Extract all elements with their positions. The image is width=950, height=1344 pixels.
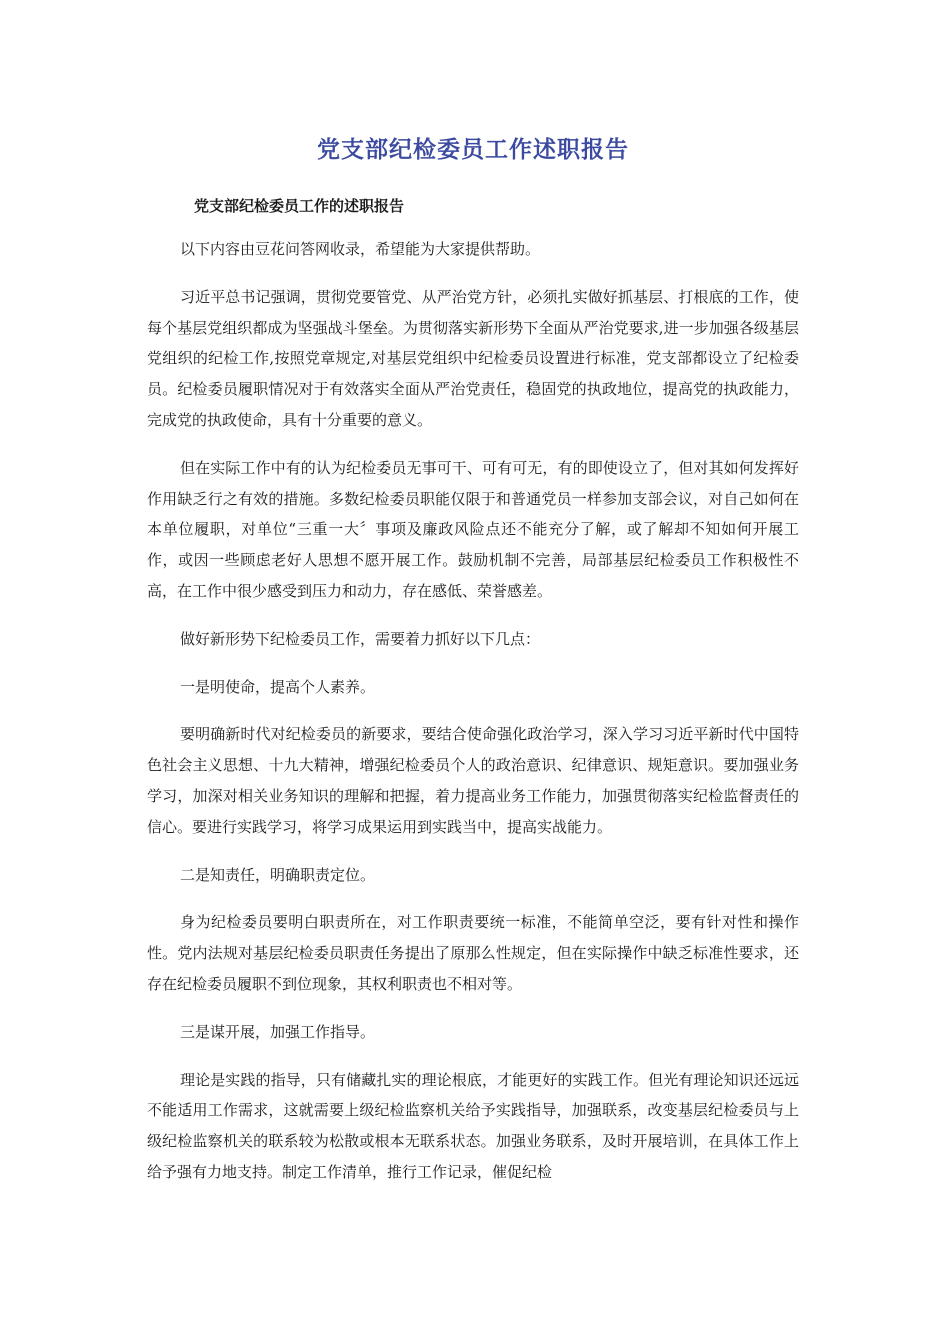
heading-point-2: 二是知责任，明确职责定位。 <box>180 865 376 884</box>
paragraph-background: 习近平总书记强调，贯彻党要管党、从严治党方针，必须扎实做好抓基层、打根底的工作，使每个基层党组织都成为坚强战斗堡垒。为贯彻落实新形势下全面从严治党要求,进一步加强各级基层党组织的纪检工作,按照党章规定,对基层党组织中纪检委员设置进行标准，党支部都设立了纪检委员。纪检委员履职情况对于有效落实全面从严治党责任，稳固党的执政地位，提高党的执政能力，完成党的执政使命，具有十分重要的意义。 <box>147 287 799 429</box>
document-subtitle: 党支部纪检委员工作的述职报告 <box>194 197 405 215</box>
paragraph-point-2: 身为纪检委员要明白职责所在，对工作职责要统一标准，不能简单空泛，要有针对性和操作性。党内法规对基层纪检委员职责任务提出了原那么性规定，但在实际操作中缺乏标准性要求，还存在纪检委员履职不到位现象，其权利职责也不相对等。 <box>147 913 799 993</box>
heading-point-3: 三是谋开展，加强工作指导。 <box>180 1022 376 1041</box>
paragraph-key-points: 做好新形势下纪检委员工作，需要着力抓好以下几点： <box>180 629 541 648</box>
paragraph-point-1: 要明确新时代对纪检委员的新要求，要结合使命强化政治学习，深入学习习近平新时代中国特色社会主义思想、十九大精神，增强纪检委员个人的政治意识、纪律意识、规矩意识。要加强业务学习，加深对相关业务知识的理解和把握，着力提高业务工作能力，加强贯彻落实纪检监督责任的信心。要进行实践学习，将学习成果运用到实践当中，提高实战能力。 <box>147 725 799 836</box>
heading-point-1: 一是明使命，提高个人素养。 <box>180 677 376 696</box>
paragraph-intro: 以下内容由豆花问答网收录，希望能为大家提供帮助。 <box>180 240 541 258</box>
document-page <box>147 128 799 1205</box>
paragraph-point-3: 理论是实践的指导，只有储藏扎实的理论根底，才能更好的实践工作。但光有理论知识还远远不能适用工作需求，这就需要上级纪检监察机关给予实践指导，加强联系，改变基层纪检委员与上级纪检监察机关的联系较为松散或根本无联系状态。加强业务联系，及时开展培训，在具体工作上给予强有力地支持。制定工作清单，推行工作记录，催促纪检 <box>147 1070 799 1181</box>
document-title: 党支部纪检委员工作述职报告 <box>317 137 629 163</box>
paragraph-problems: 但在实际工作中有的认为纪检委员无事可干、可有可无，有的即使设立了，但对其如何发挥好作用缺乏行之有效的措施。多数纪检委员职能仅限于和普通党员一样参加支部会议，对自己如何在本单位履职，对单位“三重一大〞事项及廉政风险点还不能充分了解，或了解却不知如何开展工作，或因一些顾虑老好人思想不愿开展工作。鼓励机制不完善，局部基层纪检委员工作积极性不高，在工作中很少感受到压力和动力，存在感低、荣誉感差。 <box>147 458 799 600</box>
